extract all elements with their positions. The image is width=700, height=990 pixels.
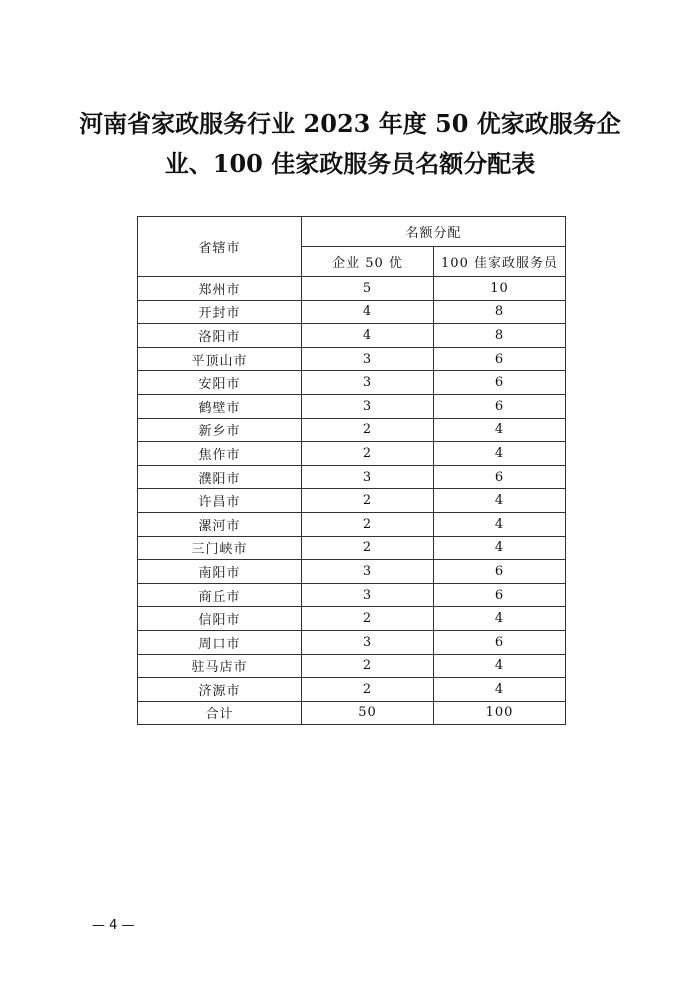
table-row: [138, 300, 566, 324]
cell-city: 南阳市: [138, 560, 302, 584]
cell-city: 新乡市: [138, 418, 302, 442]
table-row: [138, 583, 566, 607]
cell-worker: 4: [434, 512, 566, 536]
title-line-2: 业、100 佳家政服务员名额分配表: [164, 149, 536, 178]
cell-worker: 6: [434, 630, 566, 654]
cell-city: 安阳市: [138, 371, 302, 395]
cell-city: 鹤壁市: [138, 394, 302, 418]
total-enterprise: 50: [302, 701, 434, 725]
cell-city: 三门峡市: [138, 536, 302, 560]
cell-enterprise: 2: [302, 536, 434, 560]
total-label: 合计: [138, 701, 302, 725]
cell-enterprise: 2: [302, 607, 434, 631]
table-total-row: [138, 701, 566, 725]
cell-worker: 6: [434, 465, 566, 489]
cell-worker: 6: [434, 583, 566, 607]
header-city: 省辖市: [138, 217, 302, 277]
cell-enterprise: 3: [302, 347, 434, 371]
cell-enterprise: 3: [302, 583, 434, 607]
header-enterprise: 企业 50 优: [302, 247, 434, 277]
table-row: [138, 394, 566, 418]
cell-worker: 4: [434, 607, 566, 631]
table-header: [138, 217, 566, 277]
cell-worker: 10: [434, 277, 566, 301]
cell-city: 漯河市: [138, 512, 302, 536]
cell-city: 商丘市: [138, 583, 302, 607]
cell-enterprise: 3: [302, 394, 434, 418]
cell-city: 信阳市: [138, 607, 302, 631]
cell-city: 焦作市: [138, 442, 302, 466]
table-row: [138, 347, 566, 371]
cell-worker: 4: [434, 654, 566, 678]
table-row: [138, 442, 566, 466]
cell-enterprise: 5: [302, 277, 434, 301]
cell-worker: 4: [434, 678, 566, 702]
cell-enterprise: 2: [302, 418, 434, 442]
table-row: [138, 678, 566, 702]
total-worker: 100: [434, 701, 566, 725]
cell-worker: 4: [434, 536, 566, 560]
table-row: [138, 607, 566, 631]
header-quota-group: 名额分配: [302, 217, 566, 247]
table-row: [138, 277, 566, 301]
cell-enterprise: 3: [302, 560, 434, 584]
cell-enterprise: 4: [302, 300, 434, 324]
cell-enterprise: 2: [302, 442, 434, 466]
cell-city: 平顶山市: [138, 347, 302, 371]
table-row: [138, 371, 566, 395]
table-row: [138, 536, 566, 560]
cell-worker: 8: [434, 300, 566, 324]
table-row: [138, 630, 566, 654]
cell-worker: 6: [434, 394, 566, 418]
cell-enterprise: 3: [302, 371, 434, 395]
header-worker: 100 佳家政服务员: [434, 247, 566, 277]
cell-city: 驻马店市: [138, 654, 302, 678]
allocation-table: [137, 216, 566, 725]
cell-worker: 8: [434, 324, 566, 348]
cell-enterprise: 4: [302, 324, 434, 348]
cell-enterprise: 2: [302, 512, 434, 536]
table-row: [138, 418, 566, 442]
table-row: [138, 324, 566, 348]
cell-city: 郑州市: [138, 277, 302, 301]
cell-enterprise: 2: [302, 678, 434, 702]
cell-worker: 4: [434, 442, 566, 466]
cell-city: 洛阳市: [138, 324, 302, 348]
cell-worker: 6: [434, 560, 566, 584]
cell-worker: 6: [434, 371, 566, 395]
table-row: [138, 489, 566, 513]
table-body: [138, 277, 566, 725]
table-row: [138, 465, 566, 489]
cell-enterprise: 2: [302, 489, 434, 513]
cell-worker: 6: [434, 347, 566, 371]
cell-enterprise: 3: [302, 630, 434, 654]
table-row: [138, 560, 566, 584]
cell-city: 开封市: [138, 300, 302, 324]
table-row: [138, 512, 566, 536]
cell-city: 许昌市: [138, 489, 302, 513]
title-line-1: 河南省家政服务行业 2023 年度 50 优家政服务企: [79, 109, 621, 138]
page-number: — 4 —: [92, 918, 135, 933]
table-row: [138, 654, 566, 678]
cell-city: 济源市: [138, 678, 302, 702]
cell-city: 周口市: [138, 630, 302, 654]
cell-enterprise: 3: [302, 465, 434, 489]
cell-worker: 4: [434, 489, 566, 513]
cell-city: 濮阳市: [138, 465, 302, 489]
cell-worker: 4: [434, 418, 566, 442]
cell-enterprise: 2: [302, 654, 434, 678]
document-title: [0, 104, 700, 184]
